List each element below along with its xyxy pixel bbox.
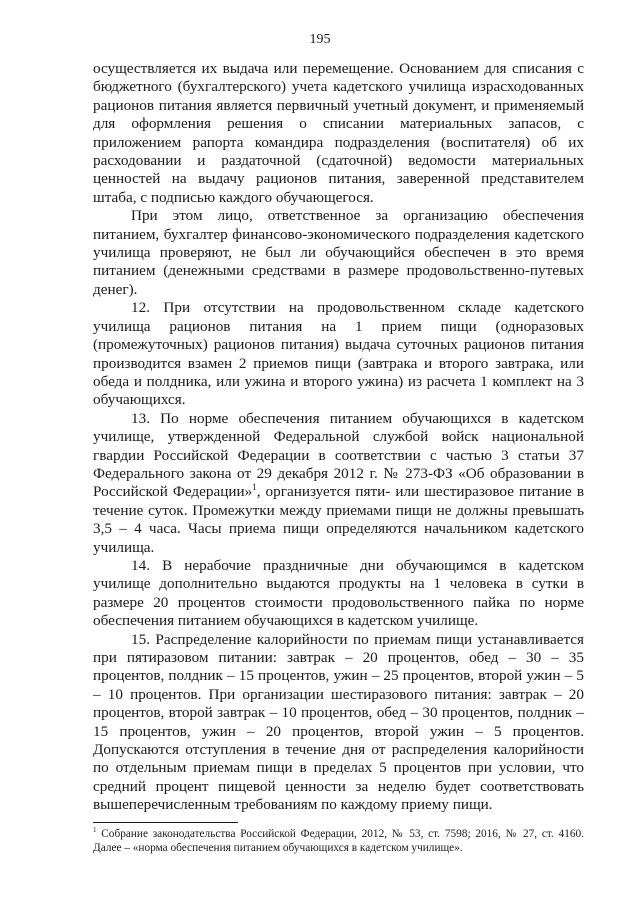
footnote <box>93 827 584 855</box>
paragraph-14: 14. В нерабочие праздничные дни обучающимся в кадетском училище дополнительно выдаются продукты на 1 человека в сутки в размере 20 процентов стоимости продовольственного пайка по норме обеспечения питанием обучающихся в кадетском училище. <box>93 556 584 630</box>
paragraph-13-text-after: , организуется пяти- или шестиразовое питание в течение суток. Промежутки между приемами пищи не должны превышать 3,5 – 4 часа. Часы приема пищи определяются начальником кадетского училища. <box>93 483 584 556</box>
footnote-mark: 1 <box>93 826 97 835</box>
paragraph-13 <box>93 410 584 557</box>
page-number: 195 <box>309 32 331 47</box>
paragraph-continuation: осуществляется их выдача или перемещение. Основанием для списания с бюджетного (бухгалтерского) учета кадетского училища израсходованных рационов питания является первичный учетный документ, и применяемый для оформления решения о списании материальных запасов, с приложением рапорта командира подразделения (воспитателя) об их расходовании и раздаточной (сдаточной) ведомости материальных ценностей на выдачу рационов питания, заверенной представителем штаба, с подписью каждого обучающегося. <box>93 60 584 206</box>
footnote-divider <box>93 822 238 823</box>
paragraph-12: 12. При отсутствии на продовольственном складе кадетского училища рационов питания на 1 прием пищи (одноразовых (промежуточных) рационов питания) выдача суточных рационов питания производится взамен 2 приемов пищи (завтрака и второго завтрака, или обеда и полдника, или ужина и второго ужина) из расчета 1 комплект на 3 обучающихся. <box>93 299 584 409</box>
paragraph-13-text-before: 13. По норме обеспечения питанием обучающихся в кадетском училище, утвержденной Федеральной службой войск национальной гвардии Российской Федерации в соответствии с частью 3 статьи 37 Федерального закона от 29 декабря 2012 г. № 273-ФЗ «Об образовании в Российской Федерации» <box>93 409 584 501</box>
body-text <box>93 60 584 815</box>
footnote-text: Собрание законодательства Российской Федерации, 2012, № 53, ст. 7598; 2016, № 27, ст. 4160. Далее – «норма обеспечения питанием обучающихся в кадетском училище». <box>93 828 584 854</box>
paragraph-verification: При этом лицо, ответственное за организацию обеспечения питанием, бухгалтер финансово-экономического подразделения кадетского училища проверяют, не был ли обучающийся обеспечен в это время питанием (денежными средствами в размере продовольственно-путевых денег). <box>93 207 584 298</box>
paragraph-15: 15. Распределение калорийности по приемам пищи устанавливается при пятиразовом питании: завтрак – 20 процентов, обед – 30 – 35 процентов, полдник – 15 процентов, ужин – 25 процентов, второй ужин – 5 – 10 процентов. При организации шестиразового питания: завтрак – 20 процентов, второй завтрак – 10 процентов, обед – 30 процентов, полдник – 15 процентов, ужин – 20 процентов, второй ужин – 5 процентов. Допускаются отступления в течение дня от распределения калорийности по отдельным приемам пищи в пределах 5 процентов при условии, что средний процент пищевой ценности за неделю будет соответствовать вышеперечисленным требованиям по каждому приему пищи. <box>93 630 584 814</box>
footnote-reference[interactable]: 1 <box>252 482 257 493</box>
